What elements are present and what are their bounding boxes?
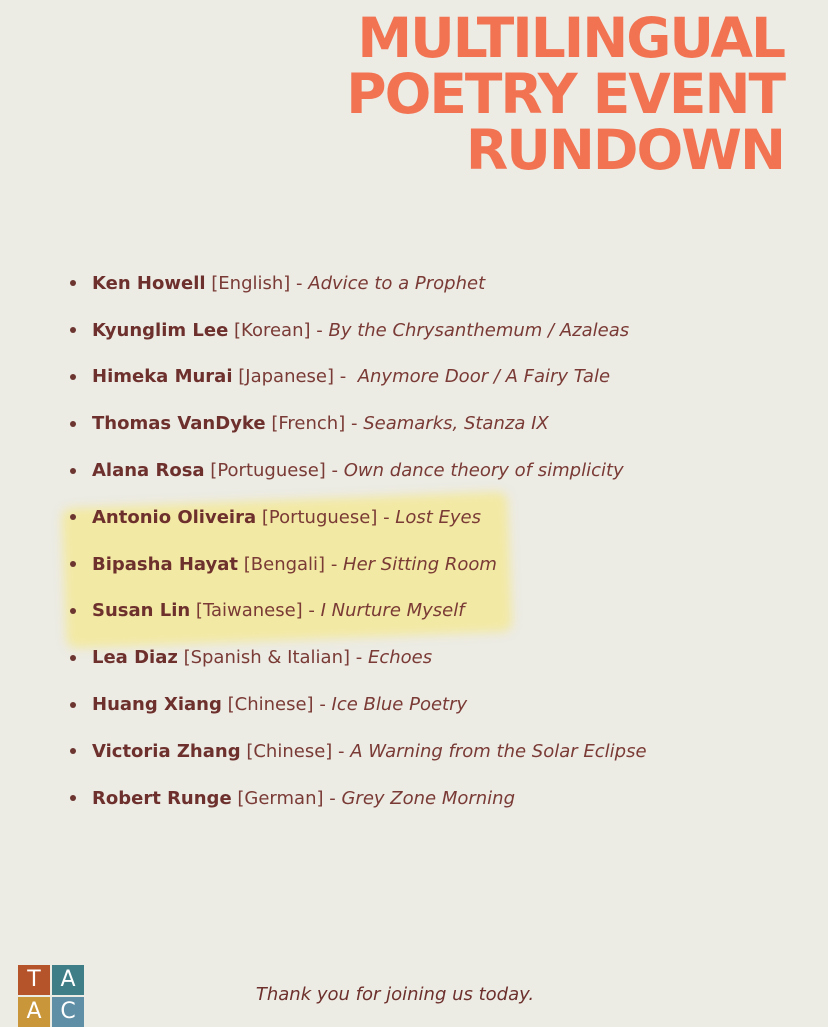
separator: -	[310, 319, 329, 341]
bullet-icon	[70, 468, 76, 474]
separator: -	[350, 647, 368, 669]
bullet-icon	[70, 702, 76, 708]
bullet-icon	[70, 655, 76, 661]
bullet-icon	[70, 514, 76, 520]
poem-title: Advice to a Prophet	[308, 272, 486, 294]
separator: -	[302, 600, 321, 622]
poem-title: Own dance theory of simplicity	[343, 460, 624, 482]
separator: -	[325, 460, 344, 482]
list-item	[70, 307, 647, 354]
performer-language: [Taiwanese]	[195, 600, 303, 622]
performer-language: [Bengali]	[243, 553, 326, 575]
separator: -	[290, 272, 309, 294]
bullet-icon	[70, 561, 76, 567]
poem-title: A Warning from the Solar Eclipse	[350, 740, 647, 762]
separator: -	[345, 413, 364, 435]
poem-title: Grey Zone Morning	[341, 787, 515, 809]
list-item	[70, 681, 647, 728]
performer-list	[70, 260, 647, 822]
list-item	[70, 494, 647, 541]
performer-name: Susan Lin	[92, 600, 191, 622]
performer-language: [English]	[211, 272, 291, 294]
performer-name: Victoria Zhang	[92, 740, 241, 762]
performer-name: Himeka Murai	[92, 366, 233, 388]
logo-letter-a-top: A	[52, 965, 84, 995]
poem-title: By the Chrysanthemum / Azaleas	[328, 319, 630, 341]
bullet-icon	[70, 795, 76, 801]
poem-title: Lost Eyes	[395, 506, 481, 528]
bullet-icon	[70, 327, 76, 333]
performer-language: [Spanish & Italian]	[183, 647, 351, 669]
performer-language: [Japanese]	[238, 366, 335, 388]
performer-name: Lea Diaz	[92, 647, 178, 669]
separator: -	[323, 787, 342, 809]
poem-title: Ice Blue Poetry	[331, 694, 468, 716]
performer-language: [Chinese]	[246, 740, 333, 762]
separator: -	[313, 694, 332, 716]
list-item	[70, 260, 647, 307]
performer-name: Ken Howell	[92, 272, 206, 294]
performer-name: Bipasha Hayat	[92, 553, 239, 575]
performer-name: Alana Rosa	[92, 460, 205, 482]
list-item	[70, 541, 647, 588]
thank-you-message: Thank you for joining us today.	[255, 984, 535, 1005]
poem-title: Echoes	[367, 647, 433, 669]
logo-letter-c: C	[52, 997, 84, 1027]
bullet-icon	[70, 374, 76, 380]
performer-language: [German]	[237, 787, 324, 809]
performer-language: [Portuguese]	[261, 506, 378, 528]
poem-title: Anymore Door / A Fairy Tale	[357, 366, 611, 388]
separator: -	[334, 366, 358, 388]
bullet-icon	[70, 748, 76, 754]
performer-language: [Portuguese]	[210, 460, 326, 482]
page-title	[346, 6, 784, 182]
list-item	[70, 354, 647, 401]
separator: -	[377, 506, 396, 528]
separator: -	[325, 553, 344, 575]
performer-name: Thomas VanDyke	[92, 413, 266, 435]
title-line-2: POETRY EVENT	[346, 62, 784, 126]
bullet-icon	[70, 280, 76, 286]
logo-letter-a-bottom: A	[18, 997, 50, 1027]
bullet-icon	[70, 608, 76, 614]
list-item	[70, 447, 647, 494]
poem-title: Her Sitting Room	[343, 553, 497, 575]
separator: -	[332, 740, 351, 762]
performer-name: Antonio Oliveira	[92, 506, 257, 528]
performer-language: [Chinese]	[227, 694, 314, 716]
list-item	[70, 400, 647, 447]
bullet-icon	[70, 421, 76, 427]
list-item	[70, 588, 647, 635]
poem-title: I Nurture Myself	[320, 600, 465, 622]
list-item	[70, 775, 647, 822]
performer-name: Robert Runge	[92, 787, 232, 809]
performer-language: [Korean]	[234, 319, 311, 341]
title-line-3: RUNDOWN	[465, 118, 784, 182]
logo-letter-t: T	[18, 965, 50, 995]
poem-title: Seamarks, Stanza IX	[363, 413, 549, 435]
performer-language: [French]	[271, 413, 346, 435]
list-item	[70, 634, 647, 681]
list-item	[70, 728, 647, 775]
title-line-1: MULTILINGUAL	[357, 6, 784, 70]
performer-name: Kyunglim Lee	[92, 319, 229, 341]
performer-name: Huang Xiang	[92, 694, 222, 716]
